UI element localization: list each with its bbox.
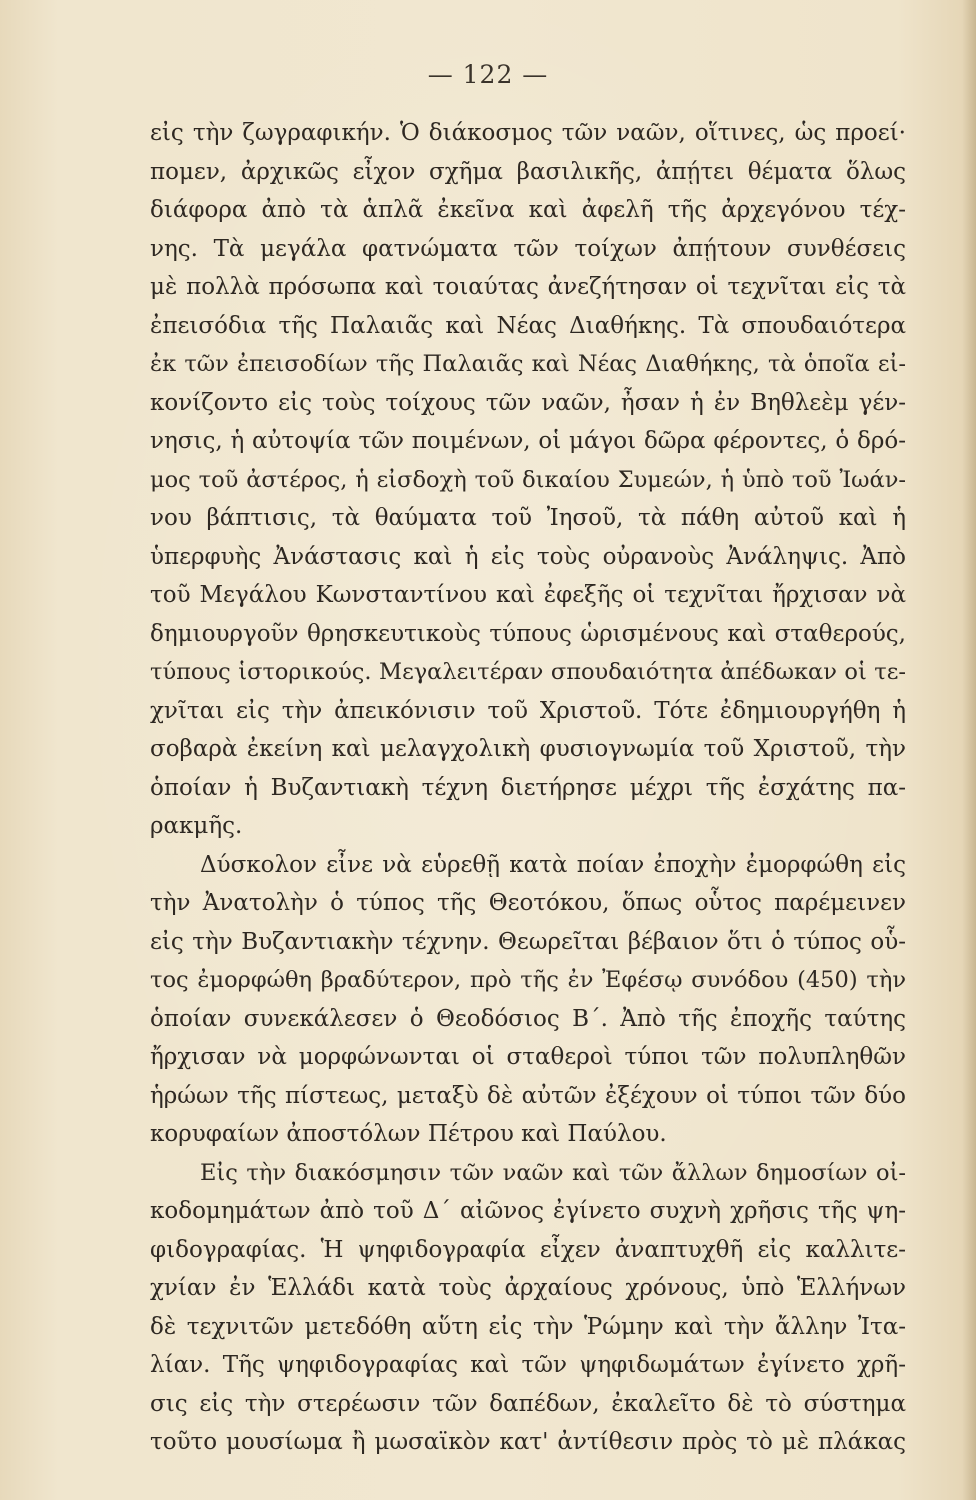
text-line: νου βάπτισις, τὰ θαύματα τοῦ Ἰησοῦ, τὰ πάθη αὐτοῦ καὶ ἡ	[150, 505, 906, 531]
text-line: εἰς τὴν Βυζαντιακὴν τέχνην. Θεωρεῖται βέβαιον ὅτι ὁ τύπος οὗ-	[150, 928, 906, 955]
text-line: λίαν. Τῆς ψηφιδογραφίας καὶ τῶν ψηφιδωμάτων ἐγίνετο χρῆ-	[150, 1352, 906, 1378]
text-line: σοβαρὰ ἐκείνη καὶ μελαγχολικὴ φυσιογνωμία τοῦ Χριστοῦ, τὴν	[150, 736, 906, 762]
text-line: χνίαν ἐν Ἑλλάδι κατὰ τοὺς ἀρχαίους χρόνους, ὑπὸ Ἑλλήνων	[150, 1275, 906, 1301]
text-line: ἐπεισόδια τῆς Παλαιᾶς καὶ Νέας Διαθήκης. Τὰ σπουδαιότερα	[150, 312, 906, 339]
text-line: διάφορα ἀπὸ τὰ ἁπλᾶ ἐκεῖνα καὶ ἀφελῆ τῆς ἀρχεγόνου τέχ-	[150, 197, 906, 223]
text-line: κονίζοντο εἰς τοὺς τοίχους τῶν ναῶν, ἦσαν ἡ ἐν Βηθλεὲμ γέν-	[150, 389, 906, 416]
text-line: σις εἰς τὴν στερέωσιν τῶν δαπέδων, ἐκαλεῖτο δὲ τὸ σύστημα	[150, 1390, 906, 1417]
text-line: ὁποίαν ἡ Βυζαντιακὴ τέχνη διετήρησε μέχρι τῆς ἐσχάτης πα-	[150, 774, 906, 801]
text-line: κοδομημάτων ἀπὸ τοῦ Δ΄ αἰῶνος ἐγίνετο συχνὴ χρῆσις τῆς ψη-	[150, 1198, 906, 1224]
text-line: πομεν, ἀρχικῶς εἶχον σχῆμα βασιλικῆς, ἀπῄτει θέματα ὅλως	[150, 158, 906, 185]
text-line: ἡρώων τῆς πίστεως, μεταξὺ δὲ αὐτῶν ἐξέχουν οἱ τύποι τῶν δύο	[150, 1082, 906, 1109]
text-line: Εἰς τὴν διακόσμησιν τῶν ναῶν καὶ τῶν ἄλλων δημοσίων οἰ-	[200, 1159, 906, 1186]
page-edge-shadow	[962, 0, 976, 1500]
text-line: ὑπερφυὴς Ἀνάστασις καὶ ἡ εἰς τοὺς οὐρανοὺς Ἀνάληψις. Ἀπὸ	[150, 543, 906, 570]
text-line: μὲ πολλὰ πρόσωπα καὶ τοιαύτας ἀνεζήτησαν οἱ τεχνῖται εἰς τὰ	[150, 274, 906, 300]
text-line: ἤρχισαν νὰ μορφώνωνται οἱ σταθεροὶ τύποι τῶν πολυπληθῶν	[150, 1044, 906, 1070]
text-line: τος ἐμορφώθη βραδύτερον, πρὸ τῆς ἐν Ἐφέσῳ συνόδου (450) τὴν	[150, 967, 906, 993]
text-line: τοῦ Μεγάλου Κωνσταντίνου καὶ ἐφεξῆς οἱ τεχνῖται ἤρχισαν νὰ	[150, 582, 906, 608]
text-line: δὲ τεχνιτῶν μετεδόθη αὕτη εἰς τὴν Ῥώμην καὶ τὴν ἄλλην Ἰτα-	[150, 1313, 906, 1340]
text-line: νης. Τὰ μεγάλα φατνώματα τῶν τοίχων ἀπῄτουν συνθέσεις	[150, 235, 906, 262]
text-line: ὁποίαν συνεκάλεσεν ὁ Θεοδόσιος Β΄. Ἀπὸ τῆς ἐποχῆς ταύτης	[150, 1005, 906, 1032]
text-line: φιδογραφίας. Ἡ ψηφιδογραφία εἶχεν ἀναπτυχθῆ εἰς καλλιτε-	[150, 1236, 906, 1263]
text-line: Δύσκολον εἶνε νὰ εὑρεθῇ κατὰ ποίαν ἐποχὴν ἐμορφώθη εἰς	[200, 851, 906, 878]
page-number: — 122 —	[427, 60, 549, 89]
text-line: τὴν Ἀνατολὴν ὁ τύπος τῆς Θεοτόκου, ὅπως οὗτος παρέμεινεν	[150, 890, 906, 916]
text-line: εἰς τὴν ζωγραφικήν. Ὁ διάκοσμος τῶν ναῶν, οἵτινες, ὡς προεί·	[150, 120, 906, 146]
text-line: κορυφαίων ἀποστόλων Πέτρου καὶ Παύλου.	[150, 1121, 667, 1147]
text-line: τύπους ἱστορικούς. Μεγαλειτέραν σπουδαιότητα ἀπέδωκαν οἱ τε-	[150, 659, 906, 685]
text-line: ἐκ τῶν ἐπεισοδίων τῆς Παλαιᾶς καὶ Νέας Διαθήκης, τὰ ὁποῖα εἰ-	[150, 351, 906, 377]
text-line: ρακμῆς.	[150, 813, 243, 839]
text-line: νησις, ἡ αὐτοψία τῶν ποιμένων, οἱ μάγοι δῶρα φέροντες, ὁ δρό-	[150, 428, 906, 454]
text-line: τοῦτο μουσίωμα ἢ μωσαϊκὸν κατ' ἀντίθεσιν πρὸς τὸ μὲ πλάκας	[150, 1429, 906, 1455]
text-line: μος τοῦ ἀστέρος, ἡ εἰσδοχὴ τοῦ δικαίου Συμεών, ἡ ὑπὸ τοῦ Ἰωάν-	[150, 466, 906, 493]
text-line: δημιουργοῦν θρησκευτικοὺς τύπους ὡρισμένους καὶ σταθερούς,	[150, 620, 906, 647]
text-line: χνῖται εἰς τὴν ἀπεικόνισιν τοῦ Χριστοῦ. Τότε ἐδημιουργήθη ἡ	[150, 697, 906, 724]
